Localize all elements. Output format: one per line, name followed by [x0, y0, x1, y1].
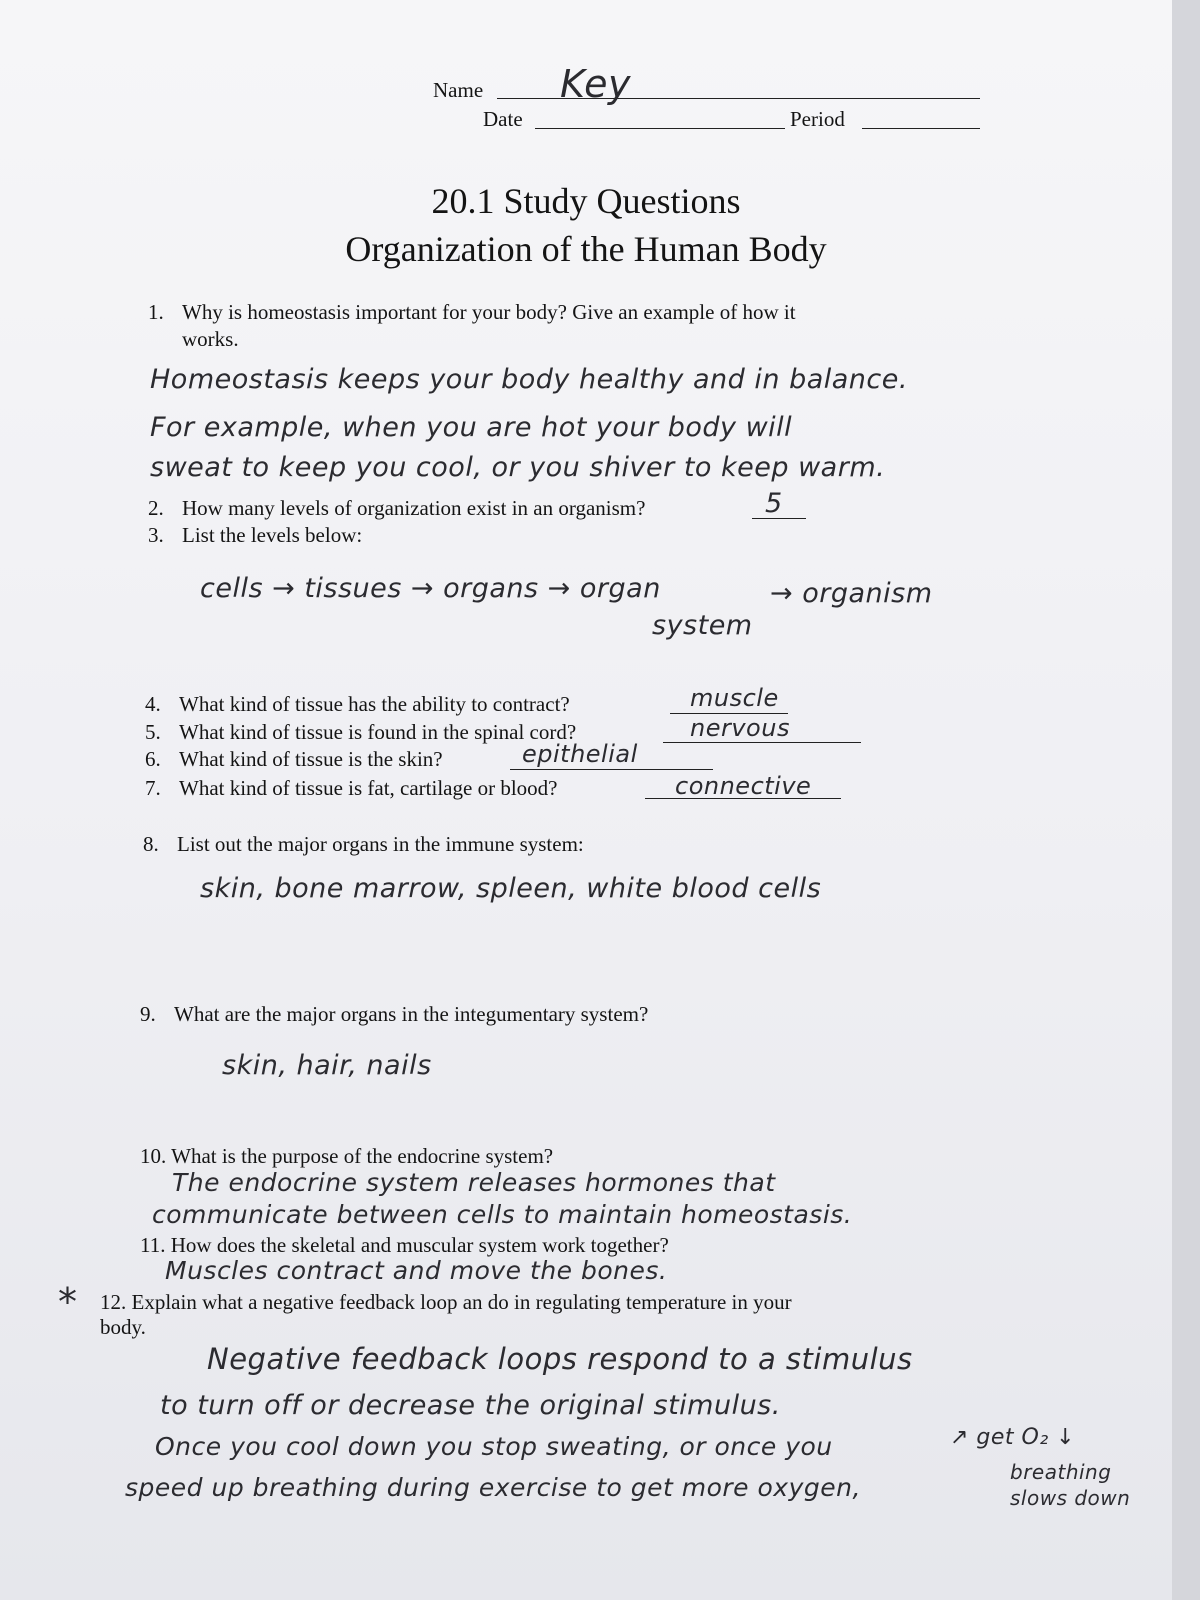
name-value: Key: [560, 62, 631, 106]
question-8: 8. List out the major organs in the immune system:: [143, 832, 584, 856]
question-9: 9. What are the major organs in the integumentary system?: [140, 1002, 649, 1026]
answer-1-line-1: Homeostasis keeps your body healthy and in balance.: [150, 364, 908, 395]
answer-8: skin, bone marrow, spleen, white blood cells: [200, 873, 822, 904]
answer-12-line-1: Negative feedback loops respond to a stimulus: [207, 1342, 913, 1376]
answer-12-line-3: Once you cool down you stop sweating, or once you: [155, 1432, 833, 1461]
margin-note-3: slows down: [1010, 1486, 1131, 1510]
answer-5-line: [663, 742, 861, 743]
answer-5: nervous: [690, 714, 790, 742]
name-label: Name: [433, 78, 484, 102]
question-3: 3. List the levels below:: [148, 523, 363, 547]
answer-3-end: → organism: [770, 578, 933, 609]
question-7: 7. What kind of tissue is fat, cartilage or blood?: [145, 776, 558, 800]
answer-6: epithelial: [522, 740, 638, 768]
answer-1-line-3: sweat to keep you cool, or you shiver to keep warm.: [150, 452, 886, 483]
page-title: 20.1 Study Questions: [431, 181, 741, 221]
date-line: [535, 128, 785, 129]
question-text: Why is homeostasis important for your body? Give an example of how it: [182, 300, 796, 324]
margin-note-2: breathing: [1010, 1460, 1112, 1484]
question-6: 6. What kind of tissue is the skin?: [145, 747, 443, 771]
answer-6-line: [510, 769, 713, 770]
answer-3-system: system: [652, 610, 753, 641]
answer-3-levels: cells → tissues → organs → organ: [200, 573, 661, 604]
star-mark: *: [58, 1280, 78, 1324]
answer-12-line-2: to turn off or decrease the original stimulus.: [160, 1390, 781, 1421]
answer-4: muscle: [690, 684, 779, 712]
question-1-cont: works.: [182, 327, 239, 351]
question-12: 12. Explain what a negative feedback loop an do in regulating temperature in your: [100, 1290, 792, 1314]
question-4: 4. What kind of tissue has the ability to contract?: [145, 692, 570, 716]
period-label: Period: [790, 107, 845, 131]
answer-9: skin, hair, nails: [222, 1050, 432, 1081]
question-12-cont: body.: [100, 1315, 146, 1339]
question-11: 11. How does the skeletal and muscular system work together?: [140, 1233, 669, 1257]
background-surface: [1172, 0, 1200, 1600]
question-number: 1.: [148, 300, 164, 324]
answer-12-line-4: speed up breathing during exercise to get more oxygen,: [125, 1473, 861, 1502]
answer-10-line-1: The endocrine system releases hormones that: [172, 1168, 776, 1197]
question-2: 2. How many levels of organization exist in an organism?: [148, 496, 646, 520]
answer-2: 5: [765, 488, 783, 519]
answer-1-line-2: For example, when you are hot your body will: [150, 412, 793, 443]
page-subtitle: Organization of the Human Body: [345, 229, 827, 269]
question-5: 5. What kind of tissue is found in the spinal cord?: [145, 720, 577, 744]
period-line: [862, 128, 980, 129]
answer-7: connective: [675, 772, 812, 800]
answer-10-line-2: communicate between cells to maintain homeostasis.: [152, 1200, 853, 1229]
date-label: Date: [483, 107, 523, 131]
answer-11: Muscles contract and move the bones.: [165, 1256, 668, 1285]
margin-note-1: ↗ get O₂ ↓: [950, 1425, 1076, 1450]
question-10: 10. What is the purpose of the endocrine system?: [140, 1144, 554, 1168]
question-1: [148, 300, 796, 325]
